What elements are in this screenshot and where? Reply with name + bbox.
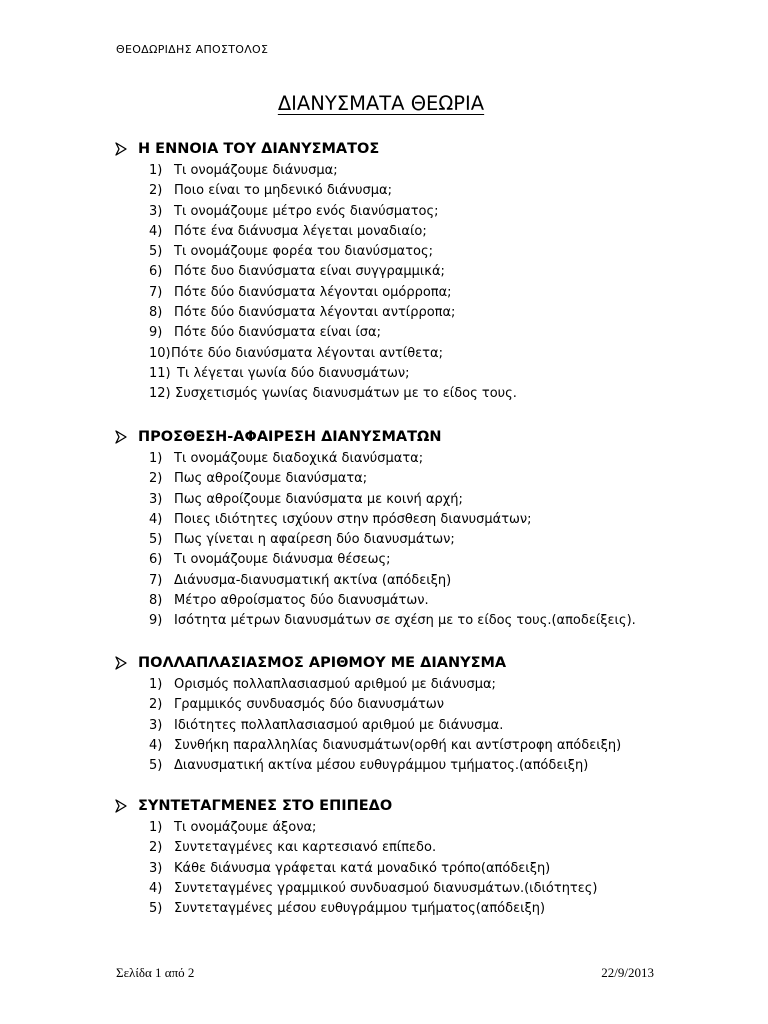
list-item [0,364,768,384]
item-text: Ποιο είναι το μηδενικό διάνυσμα; [174,183,392,199]
arrow-bullet-icon [114,430,128,444]
list-item [0,879,768,899]
item-number: 2) [149,840,163,856]
section-title: ΣΥΝΤΕΤΑΓΜΕΝΕΣ ΣΤΟ ΕΠΙΠΕΔΟ [138,798,393,814]
item-number: 5) [149,758,163,774]
item-number: 9) [149,613,163,629]
list-item [0,818,768,838]
list-item [0,530,768,550]
item-number: 5) [149,901,163,917]
item-text: Κάθε διάνυσμα γράφεται κατά μοναδικό τρόπο(απόδειξη) [174,860,551,876]
list-item [0,859,768,879]
item-text: Τι ονομάζουμε άξονα; [174,820,317,835]
section-addition-subtraction [0,427,768,632]
item-number: 10) [149,345,171,361]
arrow-bullet-icon [114,142,128,156]
list-item [0,611,768,631]
item-text: Πότε δύο διανύσματα λέγονται αντίθετα; [171,345,443,361]
section-heading [0,427,768,449]
section-heading [0,139,768,161]
item-text: Τι λέγεται γωνία δύο διανυσμάτων; [177,365,410,381]
document-title-text: ΔΙΑΝΥΣΜΑΤΑ ΘΕΩΡΙΑ [277,92,485,115]
list-item [0,323,768,343]
item-number: 4) [149,223,163,239]
item-text: Τι ονομάζουμε φορέα του διανύσματος; [174,244,433,260]
item-number: 8) [149,593,163,609]
item-text: Πως γίνεται η αφαίρεση δύο διανυσμάτων; [174,532,455,548]
item-text: Πότε ένα διάνυσμα λέγεται μοναδιαίο; [174,223,427,239]
item-number: 3) [149,203,163,219]
list-item [0,202,768,222]
list-item [0,469,768,489]
item-text: Συνθήκη παραλληλίας διανυσμάτων(ορθή και αντίστροφη απόδειξη) [174,737,622,753]
section-title: ΠΟΛΛΑΠΛΑΣΙΑΣΜΟΣ ΑΡΙΘΜΟΥ ΜΕ ΔΙΑΝΥΣΜΑ [138,655,507,671]
section-heading [0,653,768,675]
item-number: 11) [149,365,171,381]
section-heading [0,796,768,818]
item-text: Συντεταγμένες και καρτεσιανό επίπεδο. [174,840,437,856]
item-text: Μέτρο αθροίσματος δύο διανυσμάτων. [174,593,429,609]
list-item [0,161,768,181]
item-number: 1) [149,820,163,835]
list-item [0,242,768,262]
item-text: Τι ονομάζουμε διαδοχικά διανύσματα; [174,451,424,466]
item-text: Τι ονομάζουμε μέτρο ενός διανύσματος; [174,203,439,219]
header-author: ΘΕΟΔΩΡΙΔΗΣ ΑΠΟΣΤΟΛΟΣ [116,43,269,56]
item-text: Διάνυσμα-διανυσματική ακτίνα (απόδειξη) [174,572,452,588]
arrow-bullet-icon [114,799,128,813]
item-number: 3) [149,860,163,876]
item-number: 2) [149,471,163,487]
item-text: Πότε δυο διανύσματα είναι συγγραμμικά; [174,264,445,280]
item-number: 6) [149,552,163,568]
item-text: Πότε δύο διανύσματα λέγονται αντίρροπα; [174,305,456,321]
item-text: Πως αθροίζουμε διανύσματα με κοινή αρχή; [174,491,463,507]
list-item [0,736,768,756]
item-text: Πότε δύο διανύσματα είναι ίσα; [174,325,381,341]
item-text: Γραμμικός συνδυασμός δύο διανυσμάτων [174,697,444,713]
arrow-bullet-icon [114,656,128,670]
list-item [0,838,768,858]
section-vector-concept [0,139,768,405]
item-number: 7) [149,284,163,300]
item-number: 3) [149,491,163,507]
list-item [0,550,768,570]
list-item [0,899,768,919]
item-text: Συντεταγμένες γραμμικού συνδυασμού διανυσμάτων.(ιδιότητες) [174,880,598,896]
item-number: 3) [149,717,163,733]
list-item [0,591,768,611]
section-title: ΠΡΟΣΘΕΣΗ-ΑΦΑΙΡΕΣΗ ΔΙΑΝΥΣΜΑΤΩΝ [138,429,442,445]
item-number: 6) [149,264,163,280]
item-number: 7) [149,572,163,588]
list-item [0,384,768,404]
list-item [0,303,768,323]
item-number: 5) [149,244,163,260]
question-list [0,675,768,776]
footer-date: 22/9/2013 [601,965,654,980]
item-number: 4) [149,880,163,896]
list-item [0,344,768,364]
item-number: 12) [149,386,171,402]
section-title: Η ΕΝΝΟΙΑ ΤΟΥ ΔΙΑΝΥΣΜΑΤΟΣ [138,141,380,157]
list-item [0,716,768,736]
list-item [0,510,768,530]
question-list [0,449,768,632]
item-number: 4) [149,737,163,753]
item-number: 2) [149,183,163,199]
item-text: Τι ονομάζουμε διάνυσμα; [174,163,338,178]
section-scalar-multiplication [0,653,768,776]
list-item [0,181,768,201]
item-text: Ποιες ιδιότητες ισχύουν στην πρόσθεση διανυσμάτων; [174,511,532,527]
item-text: Ισότητα μέτρων διανυσμάτων σε σχέση με το είδος τους.(αποδείξεις). [174,613,636,629]
list-item [0,490,768,510]
list-item [0,262,768,282]
item-text: Τι ονομάζουμε διάνυσμα θέσεως; [174,552,391,568]
item-number: 8) [149,305,163,321]
item-text: Ιδιότητες πολλαπλασιασμού αριθμού με διάνυσμα. [174,717,504,733]
item-number: 4) [149,511,163,527]
item-text: Διανυσματική ακτίνα μέσου ευθυγράμμου τμήματος.(απόδειξη) [174,758,589,774]
list-item [0,695,768,715]
item-number: 1) [149,451,163,466]
list-item [0,283,768,303]
question-list [0,818,768,919]
list-item [0,756,768,776]
item-number: 1) [149,677,163,692]
question-list [0,161,768,405]
list-item [0,449,768,469]
item-text: Πως αθροίζουμε διανύσματα; [174,471,368,487]
document-title [0,92,768,115]
item-number: 9) [149,325,163,341]
list-item [0,675,768,695]
item-text: Συσχετισμός γωνίας διανυσμάτων με το είδος τους. [175,386,517,402]
section-plane-coordinates [0,796,768,919]
footer-page-number: Σελίδα 1 από 2 [116,965,195,980]
list-item [0,571,768,591]
item-number: 1) [149,163,163,178]
item-text: Ορισμός πολλαπλασιασμού αριθμού με διάνυσμα; [174,677,496,692]
list-item [0,222,768,242]
item-text: Πότε δύο διανύσματα λέγονται ομόρροπα; [174,284,452,300]
item-number: 5) [149,532,163,548]
item-number: 2) [149,697,163,713]
item-text: Συντεταγμένες μέσου ευθυγράμμου τμήματος(απόδειξη) [174,901,546,917]
